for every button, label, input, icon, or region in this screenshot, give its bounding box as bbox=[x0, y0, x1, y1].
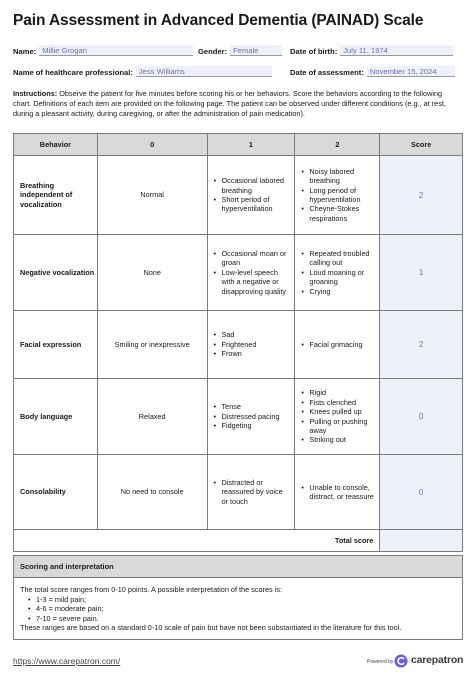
gender-label: Gender: bbox=[198, 47, 228, 56]
level-2-cell bbox=[295, 235, 380, 311]
list-item: • Distressed pacing bbox=[214, 412, 291, 421]
list-item: • Low-level speech with a negative or disapproving quality bbox=[214, 268, 291, 296]
table-header-row bbox=[14, 134, 463, 156]
header-2: 2 bbox=[295, 134, 380, 156]
table-row bbox=[14, 235, 463, 311]
level-1-cell bbox=[207, 311, 295, 379]
dob-input[interactable]: July 11, 1974 bbox=[340, 45, 453, 56]
list-item: • Repeated troubled calling out bbox=[301, 249, 375, 268]
list-item: • Crying bbox=[301, 287, 375, 296]
dob-label: Date of birth: bbox=[290, 47, 338, 56]
scoring-header: Scoring and interpretation bbox=[14, 556, 462, 578]
score-input[interactable]: 1 bbox=[380, 235, 463, 311]
list-item: • Fidgeting bbox=[214, 421, 291, 430]
level-1-cell bbox=[207, 235, 295, 311]
brand-name: carepatron bbox=[411, 654, 464, 666]
list-item: • Frightened bbox=[214, 340, 291, 349]
header-1: 1 bbox=[207, 134, 295, 156]
powered-by-label: Powered by bbox=[367, 659, 394, 665]
list-item: • 1-3 = mild pain; bbox=[28, 595, 456, 605]
carepatron-logo-icon bbox=[394, 654, 408, 668]
assessment-date-label: Date of assessment: bbox=[290, 68, 364, 77]
total-score-label: Total score bbox=[14, 530, 380, 552]
behavior-cell: Negative vocalization bbox=[14, 235, 98, 311]
header-behavior: Behavior bbox=[14, 134, 98, 156]
list-item: • Frown bbox=[214, 349, 291, 358]
behavior-cell: Consolability bbox=[14, 455, 98, 530]
list-item: • Fists clenched bbox=[301, 398, 375, 407]
page-title: Pain Assessment in Advanced Dementia (PAINAD) Scale bbox=[13, 12, 424, 29]
list-item: • 7-10 = severe pain. bbox=[28, 614, 456, 624]
level-2-cell bbox=[295, 455, 380, 530]
gender-field bbox=[198, 45, 282, 56]
list-item: • Sad bbox=[214, 330, 291, 339]
name-label: Name: bbox=[13, 47, 37, 56]
table-row bbox=[14, 455, 463, 530]
level-0-cell: No need to console bbox=[97, 455, 207, 530]
behavior-cell: Breathing independent of vocalization bbox=[14, 156, 98, 235]
list-item: • 4-6 = moderate pain; bbox=[28, 604, 456, 614]
assessment-date-input[interactable]: November 15, 2024 bbox=[367, 66, 455, 77]
table-row bbox=[14, 156, 463, 235]
level-0-cell: Smiling or inexpressive bbox=[97, 311, 207, 379]
level-1-cell bbox=[207, 455, 295, 530]
scoring-section bbox=[13, 555, 463, 640]
instructions-text: Observe the patient for five minutes before scoring his or her behaviors. Score the behaviors according to the following chart. Definitions of each item are provided on the following page. The patient can be observed under different conditions (e.g., at rest, during a pleasant activity, during caregiving, or after the administration of pain medication). bbox=[13, 89, 446, 119]
list-item: • Loud moaning or groaning bbox=[301, 268, 375, 287]
list-item: • Short period of hyperventilation bbox=[214, 195, 291, 214]
assessment-date-field bbox=[290, 66, 455, 77]
score-input[interactable]: 0 bbox=[380, 455, 463, 530]
level-0-cell: None bbox=[97, 235, 207, 311]
painad-table bbox=[13, 133, 463, 552]
total-row bbox=[14, 530, 463, 552]
score-input[interactable]: 2 bbox=[380, 156, 463, 235]
score-input[interactable]: 0 bbox=[380, 379, 463, 455]
list-item: • Noisy labored breathing bbox=[301, 167, 375, 186]
dob-field bbox=[290, 45, 453, 56]
professional-field bbox=[13, 66, 272, 77]
list-item: • Unable to console, distract, or reassure bbox=[301, 483, 375, 502]
list-item: • Rigid bbox=[301, 388, 375, 397]
level-2-cell bbox=[295, 311, 380, 379]
website-link[interactable]: https://www.carepatron.com/ bbox=[13, 656, 121, 666]
level-0-cell: Normal bbox=[97, 156, 207, 235]
scoring-note: These ranges are based on a standard 0-10 scale of pain but have not been substantiated in the literature for this tool. bbox=[20, 623, 402, 633]
table-row bbox=[14, 379, 463, 455]
list-item: • Striking out bbox=[301, 435, 375, 444]
professional-input[interactable]: Jess Williams bbox=[136, 66, 272, 77]
total-score-input[interactable] bbox=[380, 530, 463, 552]
score-input[interactable]: 2 bbox=[380, 311, 463, 379]
instructions-label: Instructions: bbox=[13, 89, 58, 98]
header-0: 0 bbox=[97, 134, 207, 156]
list-item: • Occasional moan or groan bbox=[214, 249, 291, 268]
list-item: • Facial grimacing bbox=[301, 340, 375, 349]
list-item: • Knees pulled up bbox=[301, 407, 375, 416]
level-2-cell bbox=[295, 379, 380, 455]
gender-input[interactable]: Female bbox=[230, 45, 282, 56]
scoring-body bbox=[14, 578, 462, 639]
list-item: • Long period of hyperventilation bbox=[301, 186, 375, 205]
table-row bbox=[14, 311, 463, 379]
level-1-cell bbox=[207, 379, 295, 455]
instructions bbox=[13, 89, 462, 120]
header-score: Score bbox=[380, 134, 463, 156]
professional-label: Name of healthcare professional: bbox=[13, 68, 133, 77]
name-input[interactable]: Millie Grogan bbox=[39, 45, 193, 56]
name-field bbox=[13, 45, 193, 56]
behavior-cell: Facial expression bbox=[14, 311, 98, 379]
level-2-cell bbox=[295, 156, 380, 235]
level-1-cell bbox=[207, 156, 295, 235]
list-item: • Pulling or pushing away bbox=[301, 417, 375, 436]
behavior-cell: Body language bbox=[14, 379, 98, 455]
list-item: • Tense bbox=[214, 402, 291, 411]
level-0-cell: Relaxed bbox=[97, 379, 207, 455]
list-item: • Occasional labored breathing bbox=[214, 176, 291, 195]
list-item: • Cheyne-Stokes respirations bbox=[301, 204, 375, 223]
list-item: • Distracted or reassured by voice or touch bbox=[214, 478, 291, 506]
scoring-intro: The total score ranges from 0-10 points. A possible interpretation of the scores is: bbox=[20, 585, 283, 594]
